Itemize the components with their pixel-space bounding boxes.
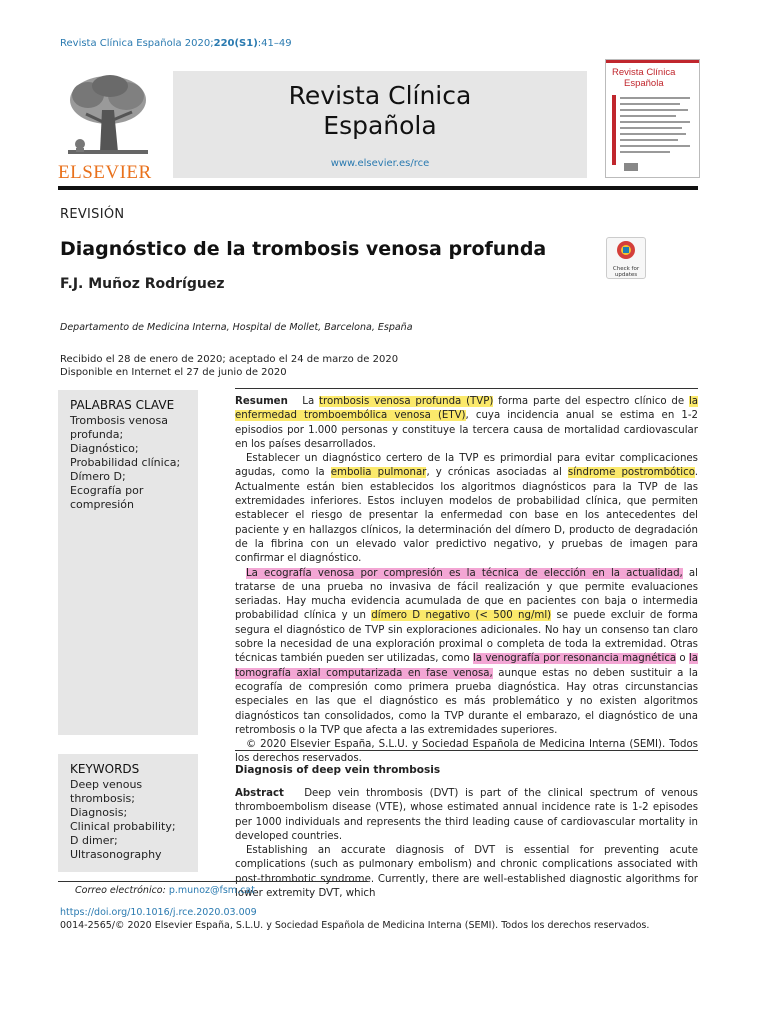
journal-url-link[interactable]: www.elsevier.es/rce [330, 158, 430, 169]
abstract-es-copyright: © 2020 Elsevier España, S.L.U. y Sociedad Española de Medicina Interna (SEMI). Todos los derechos reservados. [235, 739, 698, 765]
highlight-yellow: síndrome postrombótico [567, 467, 695, 479]
text-segment: Establecer un diagnóstico certero de la TVP es primordial para evitar complicaciones agudas, como la [235, 453, 698, 479]
check-for-updates-button[interactable] [606, 237, 646, 279]
cover-title-line2: Española [624, 78, 664, 89]
author-affiliation: Departamento de Medicina Interna, Hospital de Mollet, Barcelona, España [60, 322, 413, 333]
email-label: Correo electrónico: [75, 885, 166, 896]
email-link[interactable]: p.munoz@fsm.cat [168, 885, 255, 896]
abstract-es-paragraph-1 [235, 395, 698, 452]
keyword-item: Ultrasonography [70, 848, 162, 861]
correspondence-email [75, 885, 255, 896]
abstract-es-p3-text [235, 568, 698, 736]
check-updates-icon [607, 238, 645, 262]
abstract-es-paragraph-3 [235, 567, 698, 739]
keywords-english-panel [58, 754, 198, 872]
keyword-item: Deep venous [70, 778, 143, 791]
abstract-es-label: Resumen [235, 396, 288, 407]
doi-link[interactable]: https://doi.org/10.1016/j.rce.2020.03.009 [60, 907, 257, 918]
elsevier-wordmark: ELSEVIER [58, 162, 152, 183]
highlight-yellow: dímero D negativo (< 500 ng/ml) [371, 610, 552, 622]
text-segment: . Actualmente están bien establecidos los algoritmos diagnósticos para la TVP de las extremidades inferiores. Estos incluyen modelos de probabilidad clínica, que permiten establecer el riesgo de presentar la enfermedad con base en los antecedentes del paciente y en hallazgos clínicos, la determinación del dímero D, producto de degradación de la fibrina con un elevado valor predictivo negativo, y pruebas de imagen para confirmar el diagnóstico. [235, 467, 699, 565]
cover-title-line1: Revista Clínica [612, 67, 676, 78]
text-segment: , y crónicas asociadas al [426, 467, 568, 479]
citation-pages: :41–49 [257, 38, 292, 49]
abstract-es-paragraph-2 [235, 452, 698, 566]
text-segment: forma parte del espectro clínico de [493, 396, 689, 407]
journal-title-line2: Española [323, 111, 437, 140]
text-segment: , cuya incidencia anual se estima en 1-2 episodios por 1.000 personas y constituye la tercera causa de mortalidad cardiovascular en los países desarrollados. [235, 410, 698, 450]
issn-copyright: 0014-2565/© 2020 Elsevier España, S.L.U. y Sociedad Española de Medicina Interna (SEMI). Todos los derechos reservados. [60, 920, 650, 931]
keywords-english-heading: KEYWORDS [70, 762, 140, 776]
english-abstract-rule [235, 750, 698, 751]
keyword-item: Clinical probability; [70, 820, 176, 833]
abstract-english [235, 787, 698, 901]
text-segment: al tratarse de una prueba no invasiva de fácil realización y que permite evaluaciones seriadas. Hay mucha evidencia acumulada de que en pacientes con baja o intermedia probabilidad clínica y un [235, 567, 699, 622]
citation-journal: Revista Clínica Española 2020; [60, 38, 214, 49]
footnote-rule [58, 881, 368, 882]
highlight-pink: la tomografía axial computarizada en fase venosa, [235, 653, 699, 679]
keywords-spanish-panel [58, 390, 198, 735]
citation-volume: 220(S1) [213, 38, 258, 49]
keyword-item: Diagnóstico; [70, 442, 139, 455]
received-accepted-dates: Recibido el 28 de enero de 2020; aceptado el 24 de marzo de 2020 [60, 354, 399, 365]
text-segment: o [676, 653, 689, 665]
abstract-en-paragraph-2: Establishing an accurate diagnosis of DVT is essential for preventing acute complications (such as pulmonary embolism) and chronic complications associated with post-thrombotic syndrome. Currently, there are well-established diagnostic algorithms for lower extremity DVT, which [235, 845, 698, 900]
abstract-es-p2-text [235, 453, 698, 564]
keyword-item: Ecografía por [70, 484, 144, 497]
keyword-item: compresión [70, 498, 135, 511]
abstract-en-paragraph-1 [235, 787, 698, 844]
keyword-item: Trombosis venosa [70, 414, 169, 427]
abstract-en-p1-text: Deep vein thrombosis (DVT) is part of the clinical spectrum of venous thromboembolism disease (VTE), whose estimated annual incidence rate is 1-2 episodes per 1000 individuals and represents the third leading cause of cardiovascular mortality in developed countries. [235, 788, 698, 842]
cover-contents-icon [606, 89, 699, 177]
journal-cover-thumbnail[interactable] [605, 59, 700, 178]
cover-title [606, 63, 699, 89]
text-segment: aunque estas no deben sustituir a la ecografía de compresión como primera prueba diagnóstica. Hay otras circunstancias especiales en las que el diagnóstico es más problemático y no existen algoritmos diagnósticos tan consolidados, como la TVP durante el embarazo, el diagnóstico de una retrombosis o la TVP que afecta a las extremidades superiores. [235, 667, 698, 736]
keyword-item: D dimer; [70, 834, 118, 847]
abstract-spanish [235, 388, 698, 767]
highlight-yellow: trombosis venosa profunda (TVP) [319, 396, 494, 407]
keyword-item: profunda; [70, 428, 124, 441]
elsevier-logo [58, 70, 158, 183]
keyword-item: thrombosis; [70, 792, 135, 805]
abstract-es-p1-text [235, 396, 698, 450]
highlight-yellow: embolia pulmonar [330, 467, 427, 479]
journal-title [173, 81, 587, 141]
journal-citation[interactable] [60, 38, 292, 49]
keyword-item: Probabilidad clínica; [70, 456, 181, 469]
header-rule [58, 186, 698, 190]
online-date: Disponible en Internet el 27 de junio de 2020 [60, 367, 287, 378]
elsevier-tree-icon [58, 70, 158, 160]
article-title: Diagnóstico de la trombosis venosa profunda [60, 238, 547, 260]
journal-masthead [173, 71, 587, 178]
text-segment: La [302, 396, 319, 407]
english-abstract-title: Diagnosis of deep vein thrombosis [235, 764, 441, 776]
article-section-label: REVISIÓN [60, 207, 125, 222]
keyword-item: Dímero D; [70, 470, 126, 483]
keyword-item: Diagnosis; [70, 806, 128, 819]
abstract-en-label: Abstract [235, 788, 284, 799]
highlight-pink: la venografía por resonancia magnética [472, 653, 677, 665]
text-segment: se puede excluir de forma segura el diagnóstico de TVP sin exploraciones adicionales. No hay un consenso tan claro sobre la necesidad de una exploración proximal o completa de toda la extremidad. Otras técnicas también pueden ser utilizadas, como [235, 610, 698, 665]
highlight-yellow: la enfermedad tromboembólica venosa (ETV) [235, 396, 699, 422]
journal-title-line1: Revista Clínica [288, 81, 472, 110]
keywords-spanish-heading: PALABRAS CLAVE [70, 398, 175, 412]
check-updates-label: Check for updates [612, 266, 640, 278]
highlight-pink: La ecografía venosa por compresión es la técnica de elección en la actualidad, [246, 567, 683, 579]
article-dates [60, 353, 398, 379]
article-author: F.J. Muñoz Rodríguez [60, 276, 225, 292]
